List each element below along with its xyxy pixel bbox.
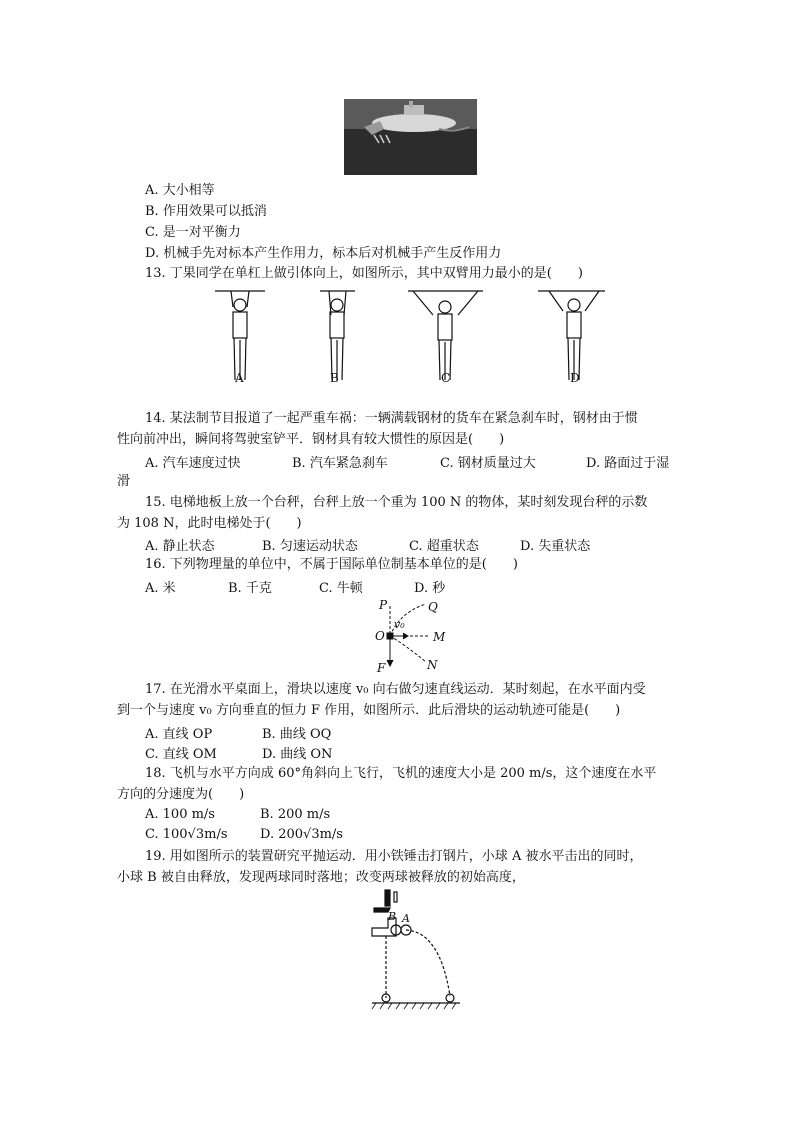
q13-stem: 13. 丁果同学在单杠上做引体向上，如图所示，其中双臂用力最小的是( ) — [145, 266, 583, 281]
q17-stem-line2: 到一个与速度 v₀ 方向垂直的恒力 F 作用，如图所示．此后滑块的运动轨迹可能是( ) — [117, 703, 621, 718]
q15-stem-line2: 为 108 N，此时电梯处于( ) — [117, 516, 302, 531]
q16-stem: 16. 下列物理量的单位中，不属于国际单位制基本单位的是( ) — [145, 557, 518, 572]
q18-stem-line1: 18. 飞机与水平方向成 60°角斜向上飞行，飞机的速度大小是 200 m/s，这个速度在水平 — [145, 766, 657, 781]
q12-option-d: D. 机械手先对标本产生作用力，标本后对机械手产生反作用力 — [145, 246, 502, 261]
q12-option-a: A. 大小相等 — [145, 183, 215, 198]
q15-option-a: A. 静止状态 — [145, 539, 215, 554]
q12-option-c: C. 是一对平衡力 — [145, 225, 241, 240]
q17-label-p: P — [379, 598, 388, 612]
q14-option-d-wrap: 滑 — [117, 474, 131, 489]
submersible-photo — [344, 99, 477, 175]
q17-label-f: F — [377, 661, 386, 675]
q17-label-m: M — [433, 630, 446, 644]
q17-label-v0: v₀ — [394, 618, 405, 631]
q17-option-c: C. 直线 OM — [145, 747, 217, 762]
q17-figure — [370, 598, 460, 676]
q19-stem-line1: 19. 用如图所示的装置研究平抛运动．用小铁锤击打钢片，小球 A 被水平击出的同时， — [145, 849, 643, 864]
q17-label-q: Q — [428, 600, 438, 614]
q17-stem-line1: 17. 在光滑水平桌面上，滑块以速度 v₀ 向右做匀速直线运动．某时刻起，在水平面内受 — [145, 682, 646, 697]
q17-option-a: A. 直线 OP — [145, 727, 213, 742]
q16-option-d: D. 秒 — [414, 581, 446, 596]
q15-option-c: C. 超重状态 — [409, 539, 479, 554]
q18-option-b: B. 200 m/s — [260, 807, 331, 822]
q19-figure — [368, 888, 464, 1010]
q19-stem-line2: 小球 B 被自由释放，发现两球同时落地；改变两球被释放的初始高度， — [117, 870, 525, 885]
q16-option-a: A. 米 — [145, 581, 176, 596]
pullup-figure-a — [215, 291, 265, 380]
q17-label-n: N — [427, 658, 438, 672]
pullup-figure-d — [538, 291, 605, 380]
q13-figure — [205, 285, 605, 385]
q18-option-a: A. 100 m/s — [145, 807, 215, 822]
q16-option-b: B. 千克 — [228, 581, 272, 596]
q14-stem-line1: 14. 某法制节目报道了一起严重车祸：一辆满载钢材的货车在紧急刹车时，钢材由于惯 — [145, 411, 638, 426]
q15-stem-line1: 15. 电梯地板上放一个台秤，台秤上放一个重为 100 N 的物体，某时刻发现台秤的示数 — [145, 495, 648, 510]
q14-stem-line2: 性向前冲出，瞬间将驾驶室铲平．钢材具有较大惯性的原因是( ) — [117, 432, 505, 447]
q13-label-d: D — [570, 371, 580, 385]
q13-label-b: B — [330, 371, 339, 385]
q15-option-b: B. 匀速运动状态 — [262, 539, 358, 554]
q14-option-a: A. 汽车速度过快 — [145, 456, 241, 471]
q17-label-o: O — [375, 629, 385, 643]
q14-option-b: B. 汽车紧急刹车 — [292, 456, 388, 471]
q12-option-b: B. 作用效果可以抵消 — [145, 204, 267, 219]
q18-option-d: D. 200√3m/s — [260, 827, 343, 842]
q14-option-c: C. 钢材质量过大 — [440, 456, 536, 471]
pullup-figure-b — [320, 291, 355, 380]
pullup-figure-c — [408, 291, 483, 380]
q15-option-d: D. 失重状态 — [520, 539, 591, 554]
q19-label-a: A — [402, 912, 410, 925]
q17-option-d: D. 曲线 ON — [262, 747, 333, 762]
q13-label-a: A — [235, 371, 244, 385]
q13-label-c: C — [441, 371, 451, 385]
q16-option-c: C. 牛顿 — [319, 581, 363, 596]
q18-stem-line2: 方向的分速度为( ) — [117, 787, 245, 802]
q17-option-b: B. 曲线 OQ — [262, 727, 332, 742]
q14-option-d: D. 路面过于湿 — [586, 456, 670, 471]
q18-option-c: C. 100√3m/s — [145, 827, 228, 842]
q19-label-b: B — [388, 910, 397, 923]
